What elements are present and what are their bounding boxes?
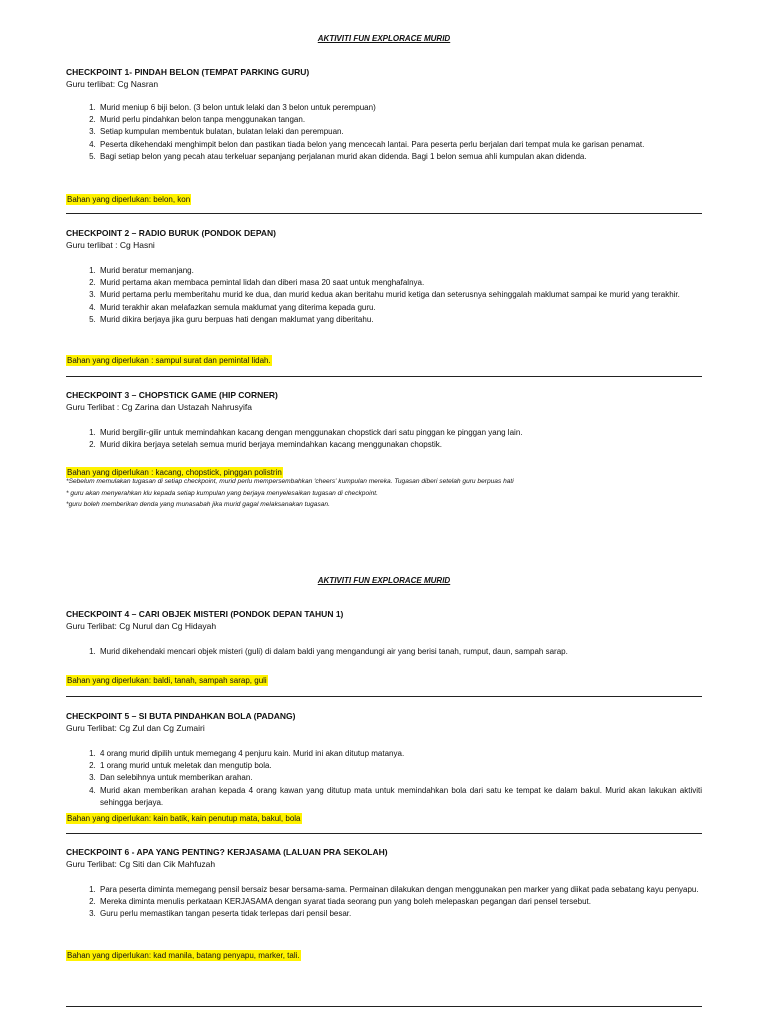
step-item: 1. Murid beratur memanjang. (98, 265, 702, 277)
step-item: 3. Murid pertama perlu memberitahu murid ke dua, dan murid kedua akan beritahu murid ketiga dan seterusnya sehinggalah maklumat sampai ke murid yang terakhir. (98, 289, 702, 301)
step-item: 4. Peserta dikehendaki menghimpit belon dan pastikan tiada belon yang mencecah lantai. Para peserta perlu berjalan dari tempat mula ke garisan penamat. (98, 139, 702, 151)
checkpoint-title: CHECKPOINT 3 – CHOPSTICK GAME (HIP CORNER) (66, 390, 278, 400)
checkpoint-title: CHECKPOINT 6 - APA YANG PENTING? KERJASAMA (LALUAN PRA SEKOLAH) (66, 847, 388, 857)
checkpoint-steps (66, 427, 702, 451)
materials-highlight: Bahan yang diperlukan : kacang, chopstick, pinggan polistrin (67, 468, 282, 477)
step-item: 5. Bagi setiap belon yang pecah atau terkeluar sepanjang perjalanan murid akan didenda. Bagi 1 belon semua ahli kumpulan akan didenda. (98, 151, 702, 163)
step-item: 3. Setiap kumpulan membentuk bulatan, bulatan lelaki dan perempuan. (98, 126, 702, 138)
step-item: 1. 4 orang murid dipilih untuk memegang 4 penjuru kain. Murid ini akan ditutup matanya. (98, 748, 702, 760)
divider (66, 213, 702, 214)
checkpoint-6 (66, 846, 702, 921)
materials-highlight: Bahan yang diperlukan: kain batik, kain penutup mata, bakul, bola (67, 814, 301, 823)
divider (66, 833, 702, 834)
checkpoint-steps (66, 265, 702, 326)
checkpoint-guru: Guru Terlibat: Cg Siti dan Cik Mahfuzah (66, 859, 216, 869)
checkpoint-steps (66, 646, 702, 658)
checkpoint-2 (66, 227, 702, 326)
divider (66, 696, 702, 697)
divider (66, 376, 702, 377)
checkpoint-4 (66, 608, 702, 658)
checkpoint-title: CHECKPOINT 2 – RADIO BURUK (PONDOK DEPAN) (66, 228, 276, 238)
divider (66, 1006, 702, 1007)
materials-highlight: Bahan yang diperlukan: baldi, tanah, sampah sarap, guli (67, 676, 267, 685)
page-title: AKTIVITI FUN EXPLORACE MURID (317, 576, 451, 585)
notes (66, 476, 702, 511)
page-title: AKTIVITI FUN EXPLORACE MURID (317, 34, 451, 43)
checkpoint-title: CHECKPOINT 5 – SI BUTA PINDAHKAN BOLA (PADANG) (66, 711, 296, 721)
step-item: 2. Murid pertama akan membaca pemintal lidah dan diberi masa 20 saat untuk menghafalnya. (98, 277, 702, 289)
step-item: 2. 1 orang murid untuk meletak dan mengutip bola. (98, 760, 702, 772)
materials-highlight: Bahan yang diperlukan: belon, kon (67, 195, 191, 204)
note-text: *Sebelum memulakan tugasan di setiap checkpoint, murid perlu mempersembahkan 'cheers' kumpulan mereka. Tugasan diberi setelah guru berpuas hati (66, 478, 514, 485)
step-item: 1. Murid bergilir-gilir untuk memindahkan kacang dengan menggunakan chopstick dari satu pinggan ke pinggan yang lain. (98, 427, 702, 439)
step-item: 1. Murid dikehendaki mencari objek misteri (guli) di dalam baldi yang mengandungi air yang berisi tanah, rumput, daun, sampah sarap. (98, 646, 702, 658)
checkpoint-guru: Guru terlibat : Cg Hasni (66, 240, 155, 250)
checkpoint-steps (66, 102, 702, 163)
checkpoint-title: CHECKPOINT 4 – CARI OBJEK MISTERI (PONDOK DEPAN TAHUN 1) (66, 609, 344, 619)
checkpoint-3 (66, 389, 702, 451)
note-text: * guru akan menyerahkan klu kepada setiap kumpulan yang berjaya menyelesaikan tugasan di checkpoint. (66, 489, 378, 497)
checkpoint-steps (66, 748, 702, 809)
checkpoint-guru: Guru Terlibat : Cg Zarina dan Ustazah Nahrusyifa (66, 402, 252, 412)
step-item: 3. Dan selebihnya untuk memberikan arahan. (98, 772, 702, 784)
step-item: 1. Para peserta diminta memegang pensil bersaiz besar bersama-sama. Permainan dilakukan dengan menggunakan pen marker yang diikat pada sebatang kayu penyapu. (98, 884, 702, 896)
checkpoint-steps (66, 884, 702, 921)
step-item: 3. Guru perlu memastikan tangan peserta tidak terlepas dari pensil besar. (98, 908, 702, 920)
step-item: 5. Murid dikira berjaya jika guru berpuas hati dengan maklumat yang diberitahu. (98, 314, 702, 326)
checkpoint-1 (66, 66, 702, 163)
step-item: 2. Murid perlu pindahkan belon tanpa menggunakan tangan. (98, 114, 702, 126)
materials-highlight: Bahan yang diperlukan: kad manila, batang penyapu, marker, tali. (67, 951, 300, 960)
checkpoint-title: CHECKPOINT 1- PINDAH BELON (TEMPAT PARKING GURU) (66, 67, 310, 77)
checkpoint-guru: Guru Terlibat: Cg Zul dan Cg Zumairi (66, 723, 205, 733)
checkpoint-5 (66, 710, 702, 809)
step-item: 4. Murid terakhir akan melafazkan semula maklumat yang diterima kepada guru. (98, 302, 702, 314)
step-item: 1. Murid meniup 6 biji belon. (3 belon untuk lelaki dan 3 belon untuk perempuan) (98, 102, 702, 114)
step-item: 4. Murid akan memberikan arahan kepada 4 orang kawan yang ditutup mata untuk memindahkan bola dari satu ke tempat ke dalam bakul. Murid akan lakukan aktiviti sehingga berjaya. (98, 785, 702, 809)
checkpoint-guru: Guru terlibat: Cg Nasran (66, 79, 159, 89)
materials-highlight: Bahan yang diperlukan : sampul surat dan pemintal lidah. (67, 356, 271, 365)
step-item: 2. Murid dikira berjaya setelah semua murid berjaya memindahkan kacang menggunakan chopstik. (98, 439, 702, 451)
checkpoint-guru: Guru Terlibat: Cg Nurul dan Cg Hidayah (66, 621, 217, 631)
step-item: 2. Mereka diminta menulis perkataan KERJASAMA dengan syarat tiada seorang pun yang boleh melepaskan pegangan dari pensel tersebut. (98, 896, 702, 908)
note-text: *guru boleh memberikan denda yang munasabah jika murid gagal melaksanakan tugasan. (66, 501, 330, 508)
